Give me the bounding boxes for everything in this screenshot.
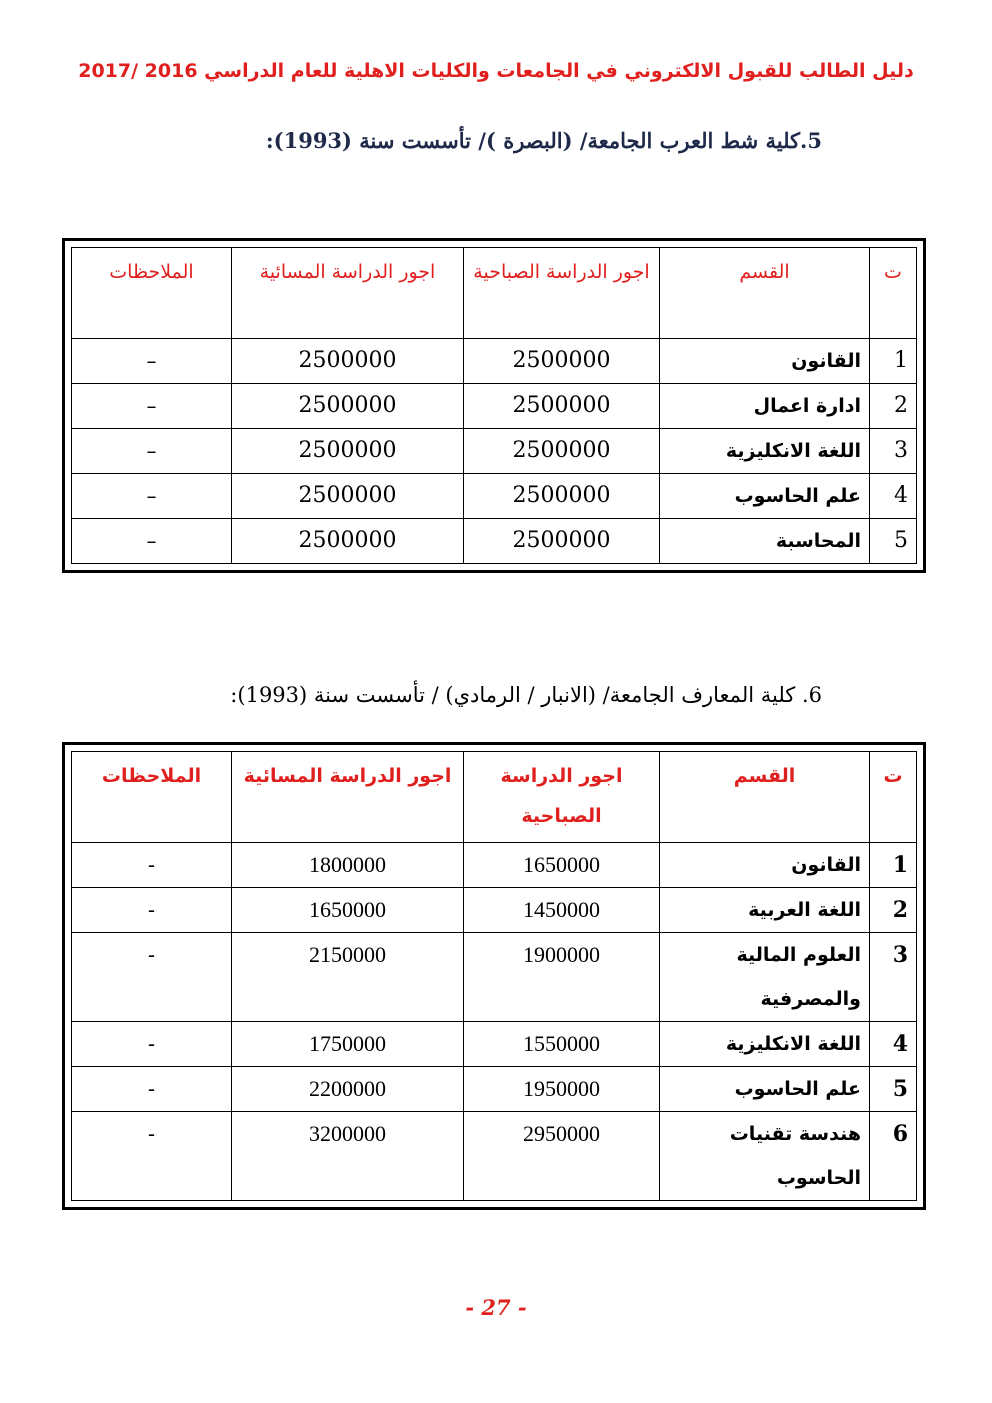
column-header-notes: الملاحظات [72, 752, 232, 843]
table-body-section-5 [72, 339, 917, 564]
morning-fee: 1550000 [464, 1022, 660, 1067]
evening-fee: 1800000 [232, 843, 464, 888]
evening-fee: 2500000 [232, 384, 464, 429]
evening-fee: 2500000 [232, 519, 464, 564]
morning-fee: 1900000 [464, 933, 660, 1022]
notes-cell: - [72, 1022, 232, 1067]
row-number: 2 [870, 384, 917, 429]
evening-fee: 1650000 [232, 888, 464, 933]
fees-table-section-5 [71, 247, 917, 564]
morning-fee: 1950000 [464, 1067, 660, 1112]
page-number: - 27 - [465, 1295, 527, 1320]
table-row [72, 843, 917, 888]
row-number: 3 [870, 429, 917, 474]
row-number: 5 [870, 1067, 917, 1112]
department-name: اللغة الانكليزية [660, 429, 870, 474]
notes-cell: - [72, 888, 232, 933]
table-header-row [72, 752, 917, 843]
row-number: 1 [870, 843, 917, 888]
row-number: 1 [870, 339, 917, 384]
column-header-notes: الملاحظات [72, 248, 232, 339]
evening-fee: 1750000 [232, 1022, 464, 1067]
evening-fee: 3200000 [232, 1112, 464, 1201]
morning-fee: 1650000 [464, 843, 660, 888]
table-row [72, 933, 917, 1022]
column-header-num: ت [870, 752, 917, 843]
column-header-evening-fees: اجور الدراسة المسائية [232, 752, 464, 843]
row-number: 6 [870, 1112, 917, 1201]
section-5-title: 5.كلية شط العرب الجامعة/ (البصرة )/ تأسست سنة (1993): [265, 128, 822, 153]
evening-fee: 2500000 [232, 474, 464, 519]
morning-fee: 1450000 [464, 888, 660, 933]
evening-fee: 2150000 [232, 933, 464, 1022]
fees-table-section-6 [71, 751, 917, 1201]
department-name: اللغة العربية [660, 888, 870, 933]
morning-fee: 2500000 [464, 519, 660, 564]
table-row [72, 429, 917, 474]
morning-fee: 2950000 [464, 1112, 660, 1201]
column-header-evening-fees: اجور الدراسة المسائية [232, 248, 464, 339]
table-row [72, 1112, 917, 1201]
morning-fee: 2500000 [464, 429, 660, 474]
column-header-morning-fees: اجور الدراسة الصباحية [464, 248, 660, 339]
table-frame-section-6 [62, 742, 926, 1210]
row-number: 2 [870, 888, 917, 933]
table-row [72, 384, 917, 429]
department-name: علم الحاسوب [660, 474, 870, 519]
department-name: المحاسبة [660, 519, 870, 564]
morning-fee: 2500000 [464, 474, 660, 519]
document-header: دليل الطالب للقبول الالكتروني في الجامعات والكليات الاهلية للعام الدراسي 2016 /2017 [78, 60, 914, 82]
table-header-row [72, 248, 917, 339]
notes-cell: - [72, 933, 232, 1022]
notes-cell: – [72, 429, 232, 474]
notes-cell: – [72, 474, 232, 519]
notes-cell: – [72, 519, 232, 564]
notes-cell: - [72, 1112, 232, 1201]
table-row [72, 339, 917, 384]
department-name: اللغة الانكليزية [660, 1022, 870, 1067]
row-number: 4 [870, 1022, 917, 1067]
evening-fee: 2200000 [232, 1067, 464, 1112]
notes-cell: - [72, 1067, 232, 1112]
table-row [72, 1022, 917, 1067]
column-header-dept: القسم [660, 752, 870, 843]
table-frame-section-5 [62, 238, 926, 573]
table-row [72, 1067, 917, 1112]
column-header-dept: القسم [660, 248, 870, 339]
column-header-morning-fees: اجور الدراسة الصباحية [464, 752, 660, 843]
notes-cell: – [72, 384, 232, 429]
column-header-num: ت [870, 248, 917, 339]
row-number: 5 [870, 519, 917, 564]
department-name: علم الحاسوب [660, 1067, 870, 1112]
department-name: هندسة تقنيات الحاسوب [660, 1112, 870, 1201]
notes-cell: - [72, 843, 232, 888]
evening-fee: 2500000 [232, 339, 464, 384]
table-row [72, 474, 917, 519]
row-number: 4 [870, 474, 917, 519]
table-row [72, 519, 917, 564]
morning-fee: 2500000 [464, 384, 660, 429]
department-name: ادارة اعمال [660, 384, 870, 429]
row-number: 3 [870, 933, 917, 1022]
section-6-title: 6. كلية المعارف الجامعة/ (الانبار / الرمادي) / تأسست سنة (1993): [230, 683, 822, 707]
morning-fee: 2500000 [464, 339, 660, 384]
department-name: القانون [660, 843, 870, 888]
table-row [72, 888, 917, 933]
notes-cell: – [72, 339, 232, 384]
table-body-section-6 [72, 843, 917, 1201]
evening-fee: 2500000 [232, 429, 464, 474]
department-name: القانون [660, 339, 870, 384]
department-name: العلوم المالية والمصرفية [660, 933, 870, 1022]
